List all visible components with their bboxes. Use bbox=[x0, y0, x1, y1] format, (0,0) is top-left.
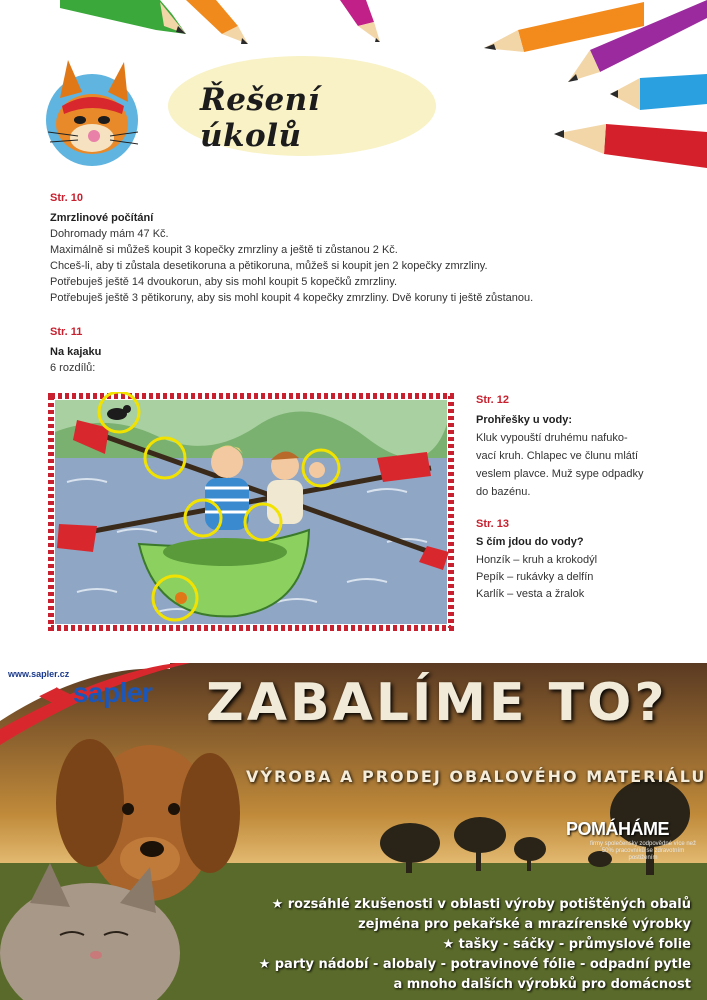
section-10-page: Str. 10 bbox=[50, 192, 84, 204]
section-12-page: Str. 12 bbox=[476, 394, 510, 406]
section-10-heading: Zmrzlinové počítání bbox=[50, 212, 154, 224]
pencil-blue-icon bbox=[610, 70, 707, 114]
pencil-red-icon bbox=[554, 118, 707, 172]
section-12-line: Kluk vypouští druhému nafuko- bbox=[476, 432, 628, 444]
logo-arrow-icon: ◀▶ bbox=[40, 682, 73, 707]
pomahame-brand: POMÁHÁME bbox=[566, 819, 669, 839]
section-12-heading: Prohřešky u vody: bbox=[476, 414, 572, 426]
section-11-heading: Na kajaku bbox=[50, 346, 102, 358]
advert-bullet: ★ tašky - sáčky - průmyslové folie bbox=[442, 937, 691, 952]
section-12-line: veslem plavce. Muž sype odpadky bbox=[476, 468, 644, 480]
section-11-page: Str. 11 bbox=[50, 326, 83, 338]
section-13-heading: S čím jdou do vody? bbox=[476, 536, 584, 548]
sapler-logo bbox=[40, 677, 152, 709]
sapler-advert[interactable] bbox=[0, 663, 707, 1000]
page-title: Řešení úkolů bbox=[200, 82, 320, 154]
section-11-line: 6 rozdílů: bbox=[50, 362, 96, 374]
section-13-line: Karlík – vesta a žralok bbox=[476, 588, 585, 600]
section-10-line: Maximálně si můžeš koupit 3 kopečky zmrzliny a ještě ti zůstanou 2 Kč. bbox=[50, 244, 398, 256]
section-10-line: Dohromady mám 47 Kč. bbox=[50, 228, 169, 240]
advert-headline: ZABALÍME TO? bbox=[206, 673, 668, 733]
section-10-line: Chceš-li, aby ti zůstala desetikoruna a pětikoruna, můžeš si koupit jen 2 kopečky zmrzliny. bbox=[50, 260, 488, 272]
section-10-line: Potřebuješ ještě 14 dvoukorun, aby sis mohl koupit 5 kopečků zmrzliny. bbox=[50, 276, 398, 288]
advert-bullet: ★ rozsáhlé zkušenosti v oblasti výroby potištěných obalů bbox=[271, 897, 691, 912]
section-13-line: Honzík – kruh a krokodýl bbox=[476, 554, 598, 566]
kayak-illustration bbox=[47, 392, 455, 632]
squirrel-mascot-icon bbox=[38, 58, 146, 170]
pencil-pink-icon bbox=[340, 0, 390, 44]
advert-bullet: zejména pro pekařské a mrazírenské výrobky bbox=[358, 917, 691, 932]
pomahame-note: firmy společensky zodpovědné více než 50% pracovníků se zdravotním postižením bbox=[589, 841, 697, 861]
advert-subheadline: VÝROBA A PRODEJ OBALOVÉHO MATERIÁLU bbox=[246, 767, 707, 786]
section-12-line: do bazénu. bbox=[476, 486, 531, 498]
pencil-orange-icon bbox=[186, 0, 256, 48]
section-12-line: vací kruh. Chlapec ve člunu mlátí bbox=[476, 450, 639, 462]
section-13-line: Pepík – rukávky a delfín bbox=[476, 571, 594, 583]
advert-bullet: a mnoho dalších výrobků pro domácnost bbox=[393, 977, 691, 992]
advert-bullet: ★ party nádobí - alobaly - potravinové fólie - odpadní pytle bbox=[258, 957, 691, 972]
section-10-line: Potřebuješ ještě 3 pětikoruny, aby sis mohl koupit 4 kopečky zmrzliny. Dvě koruny ti ještě zůstanou. bbox=[50, 292, 534, 304]
advert-url[interactable]: www.sapler.cz bbox=[8, 669, 70, 679]
pencil-green-icon bbox=[60, 0, 190, 40]
logo-text: sapler bbox=[72, 677, 153, 708]
section-13-page: Str. 13 bbox=[476, 518, 510, 530]
